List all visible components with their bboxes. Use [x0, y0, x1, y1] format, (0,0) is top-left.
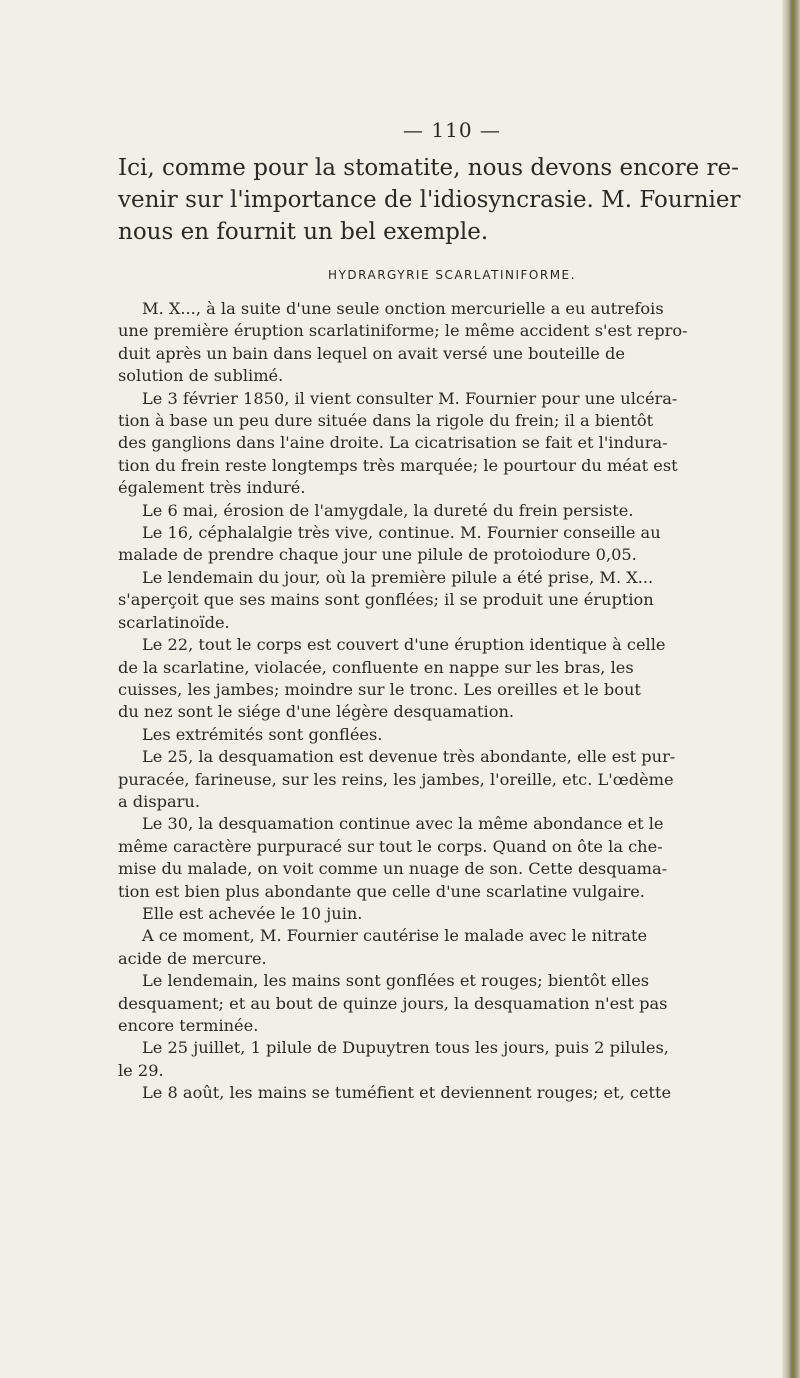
text-line: Le lendemain du jour, où la première pilule a été prise, M. X... — [142, 567, 654, 587]
text-line: solution de sublimé. — [118, 366, 284, 386]
text-line: Le 6 mai, érosion de l'amygdale, la dureté du frein persiste. — [142, 500, 634, 520]
text-line: Le 16, céphalalgie très vive, continue. M. Fournier conseille au — [142, 523, 661, 543]
case-report-body — [118, 298, 786, 1105]
text-line: puracée, farineuse, sur les reins, les jambes, l'oreille, etc. L'œdème — [118, 769, 674, 789]
text-line: Le 8 août, les mains se tuméfient et deviennent rouges; et, cette — [142, 1083, 672, 1103]
book-page — [118, 118, 786, 1105]
text-line: Le 25 juillet, 1 pilule de Dupuytren tous les jours, puis 2 pilules, — [142, 1038, 669, 1058]
body-paragraph — [118, 724, 786, 746]
text-line: a disparu. — [118, 791, 200, 811]
text-line: même caractère purpuracé sur tout le corps. Quand on ôte la che- — [118, 836, 663, 856]
text-line: Le 22, tout le corps est couvert d'une éruption identique à celle — [142, 635, 666, 655]
intro-paragraph — [118, 152, 786, 248]
text-line: s'aperçoit que ses mains sont gonflées; il se produit une éruption — [118, 590, 654, 610]
text-line: malade de prendre chaque jour une pilule de protoiodure 0,05. — [118, 545, 637, 565]
text-line: acide de mercure. — [118, 948, 267, 968]
body-paragraph — [118, 903, 786, 925]
text-line: Le lendemain, les mains sont gonflées et rouges; bientôt elles — [142, 971, 650, 991]
text-line: de la scarlatine, violacée, confluente en nappe sur les bras, les — [118, 657, 634, 677]
text-line: Le 3 février 1850, il vient consulter M. Fournier pour une ulcéra- — [142, 388, 678, 408]
body-paragraph — [118, 298, 786, 388]
text-line: tion à base un peu dure située dans la rigole du frein; il a bientôt — [118, 411, 654, 431]
text-line: M. X..., à la suite d'une seule onction mercurielle a eu autrefois — [142, 299, 664, 318]
page-number: — 110 — — [403, 118, 501, 142]
text-line: duit après un bain dans lequel on avait versé une bouteille de — [118, 343, 625, 363]
text-line: cuisses, les jambes; moindre sur le tronc. Les oreilles et le bout — [118, 679, 641, 699]
body-paragraph — [118, 522, 786, 567]
text-line: encore terminée. — [118, 1016, 259, 1035]
body-paragraph — [118, 813, 786, 903]
text-line: Les extrémités sont gonflées. — [142, 724, 383, 744]
text-line: le 29. — [118, 1060, 164, 1080]
body-paragraph — [118, 1037, 786, 1082]
body-paragraph — [118, 500, 786, 522]
text-line: des ganglions dans l'aine droite. La cicatrisation se fait et l'indura- — [118, 433, 668, 453]
text-line: également très induré. — [118, 478, 306, 498]
text-line: Le 30, la desquamation continue avec la même abondance et le — [142, 814, 664, 834]
intro-line: Ici, comme pour la stomatite, nous devons encore re- — [118, 155, 739, 181]
body-paragraph — [118, 970, 786, 1037]
text-line: du nez sont le siége d'une légère desquamation. — [118, 702, 515, 722]
body-paragraph — [118, 1082, 786, 1104]
text-line: Elle est achevée le 10 juin. — [142, 903, 363, 923]
body-paragraph — [118, 925, 786, 970]
body-paragraph — [118, 746, 786, 813]
text-line: desquament; et au bout de quinze jours, la desquamation n'est pas — [118, 993, 668, 1013]
text-line: Le 25, la desquamation est devenue très abondante, elle est pur- — [142, 747, 676, 767]
body-paragraph — [118, 388, 786, 500]
body-paragraph — [118, 567, 786, 634]
section-heading: HYDRARGYRIE SCARLATINIFORME. — [328, 268, 576, 282]
body-paragraph — [118, 634, 786, 724]
text-line: tion est bien plus abondante que celle d'une scarlatine vulgaire. — [118, 881, 645, 901]
text-line: une première éruption scarlatiniforme; le même accident s'est repro- — [118, 321, 688, 341]
text-line: tion du frein reste longtemps très marquée; le pourtour du méat est — [118, 455, 678, 475]
text-line: scarlatinoïde. — [118, 612, 230, 632]
intro-line: venir sur l'importance de l'idiosyncrasie. M. Fournier — [118, 187, 741, 213]
text-line: mise du malade, on voit comme un nuage de son. Cette desquama- — [118, 859, 668, 879]
intro-line: nous en fournit un bel exemple. — [118, 219, 489, 245]
text-line: A ce moment, M. Fournier cautérise le malade avec le nitrate — [142, 926, 648, 946]
